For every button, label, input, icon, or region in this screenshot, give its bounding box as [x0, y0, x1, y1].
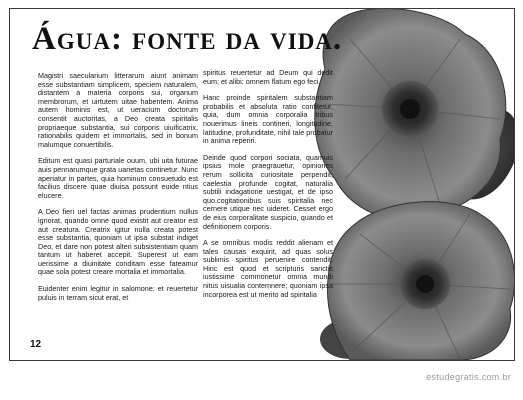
text-column-left	[38, 72, 198, 310]
paragraph: Magistri saecularium litterarum aiunt animam esse substantiam simplicem, speciem naturalem, distantem a materia corporis sui, organum membrorum, et uirtutem uitae habentem. Anima autem hominis est, ut ueracium doctorum consentit auctoritas, a Deo creata spiritalis propriaeque substantia, sui corporis uiuificatrix, rationabilis quidem et immortalis, sed in bonum malumque conuertibilis.	[38, 71, 198, 149]
page-number: 12	[30, 339, 42, 350]
text-column-right	[203, 69, 333, 307]
source-watermark: estudegratis.com.br	[426, 372, 511, 382]
paragraph: spiritus reuertetur ad Deum qui dedit eum; et alibi: omnem flatum ego feci.	[203, 68, 333, 86]
paragraph: Euidenter enim legitur in salomone: et reuertetur puluis in terram sicut erat, et	[38, 284, 198, 302]
paragraph: Hanc proinde spiritalem substantiam probabilis et absoluta ratio confitetur, quia, dum omnia corporalia tribus nouerimus lineis contineri, longitudine, latitudine, profunditate, nihil tale probatur in anima reperiri.	[203, 93, 333, 146]
magazine-page	[9, 8, 515, 361]
paragraph: Editum est quasi parturiale ouum, ubi uita futurae auis pennarumque grata uarietas continetur. Nunc aperiatur in partes, quia hominum consuetudo est facilius discere quae diuisa possunt euide ntius elucere.	[38, 156, 198, 200]
page-title: Água: fonte da vida.	[32, 21, 343, 57]
paragraph: A se omnibus modis reddit alienam et tales causas exquirit, ad quas solus sublimis spiritus peruenire contendit. Hinc est quod et scripturis sanctis iustissime commonetur omnia mundi nitus uisualia contemnere; quoniam ipsa incorporea est ut merito ad spiritalia	[203, 238, 333, 299]
paragraph: A Deo fieri uel factas animas prudentium nullus ignorat, quando omne quod existit aut creator est aut creatura. Creatrix igitur nulla creata potest esse substantia, quoniam ut ipsa substat indiget Deo, et dare non potest alteri subsistentiam quam tantum ut haberet accepit. Superest ut eam uerissime a diuinitate conditam esse fateamur quae sola potest creare mortalia et immortalia.	[38, 207, 198, 277]
paragraph: Deinde quod corpori sociata, quamuis ipsius mole praegrauetur, opiniones rerum sollicita curiositate perpendit, caelestia profunde cogitat, naturalia subtili indagatione uestigat, et de ipso quo.cogitationibus suis spiritalia nec cernere utique nec uideret. Cesset ergo de eius corporalitate suspicio, quando et definitionem corporis.	[203, 152, 333, 231]
